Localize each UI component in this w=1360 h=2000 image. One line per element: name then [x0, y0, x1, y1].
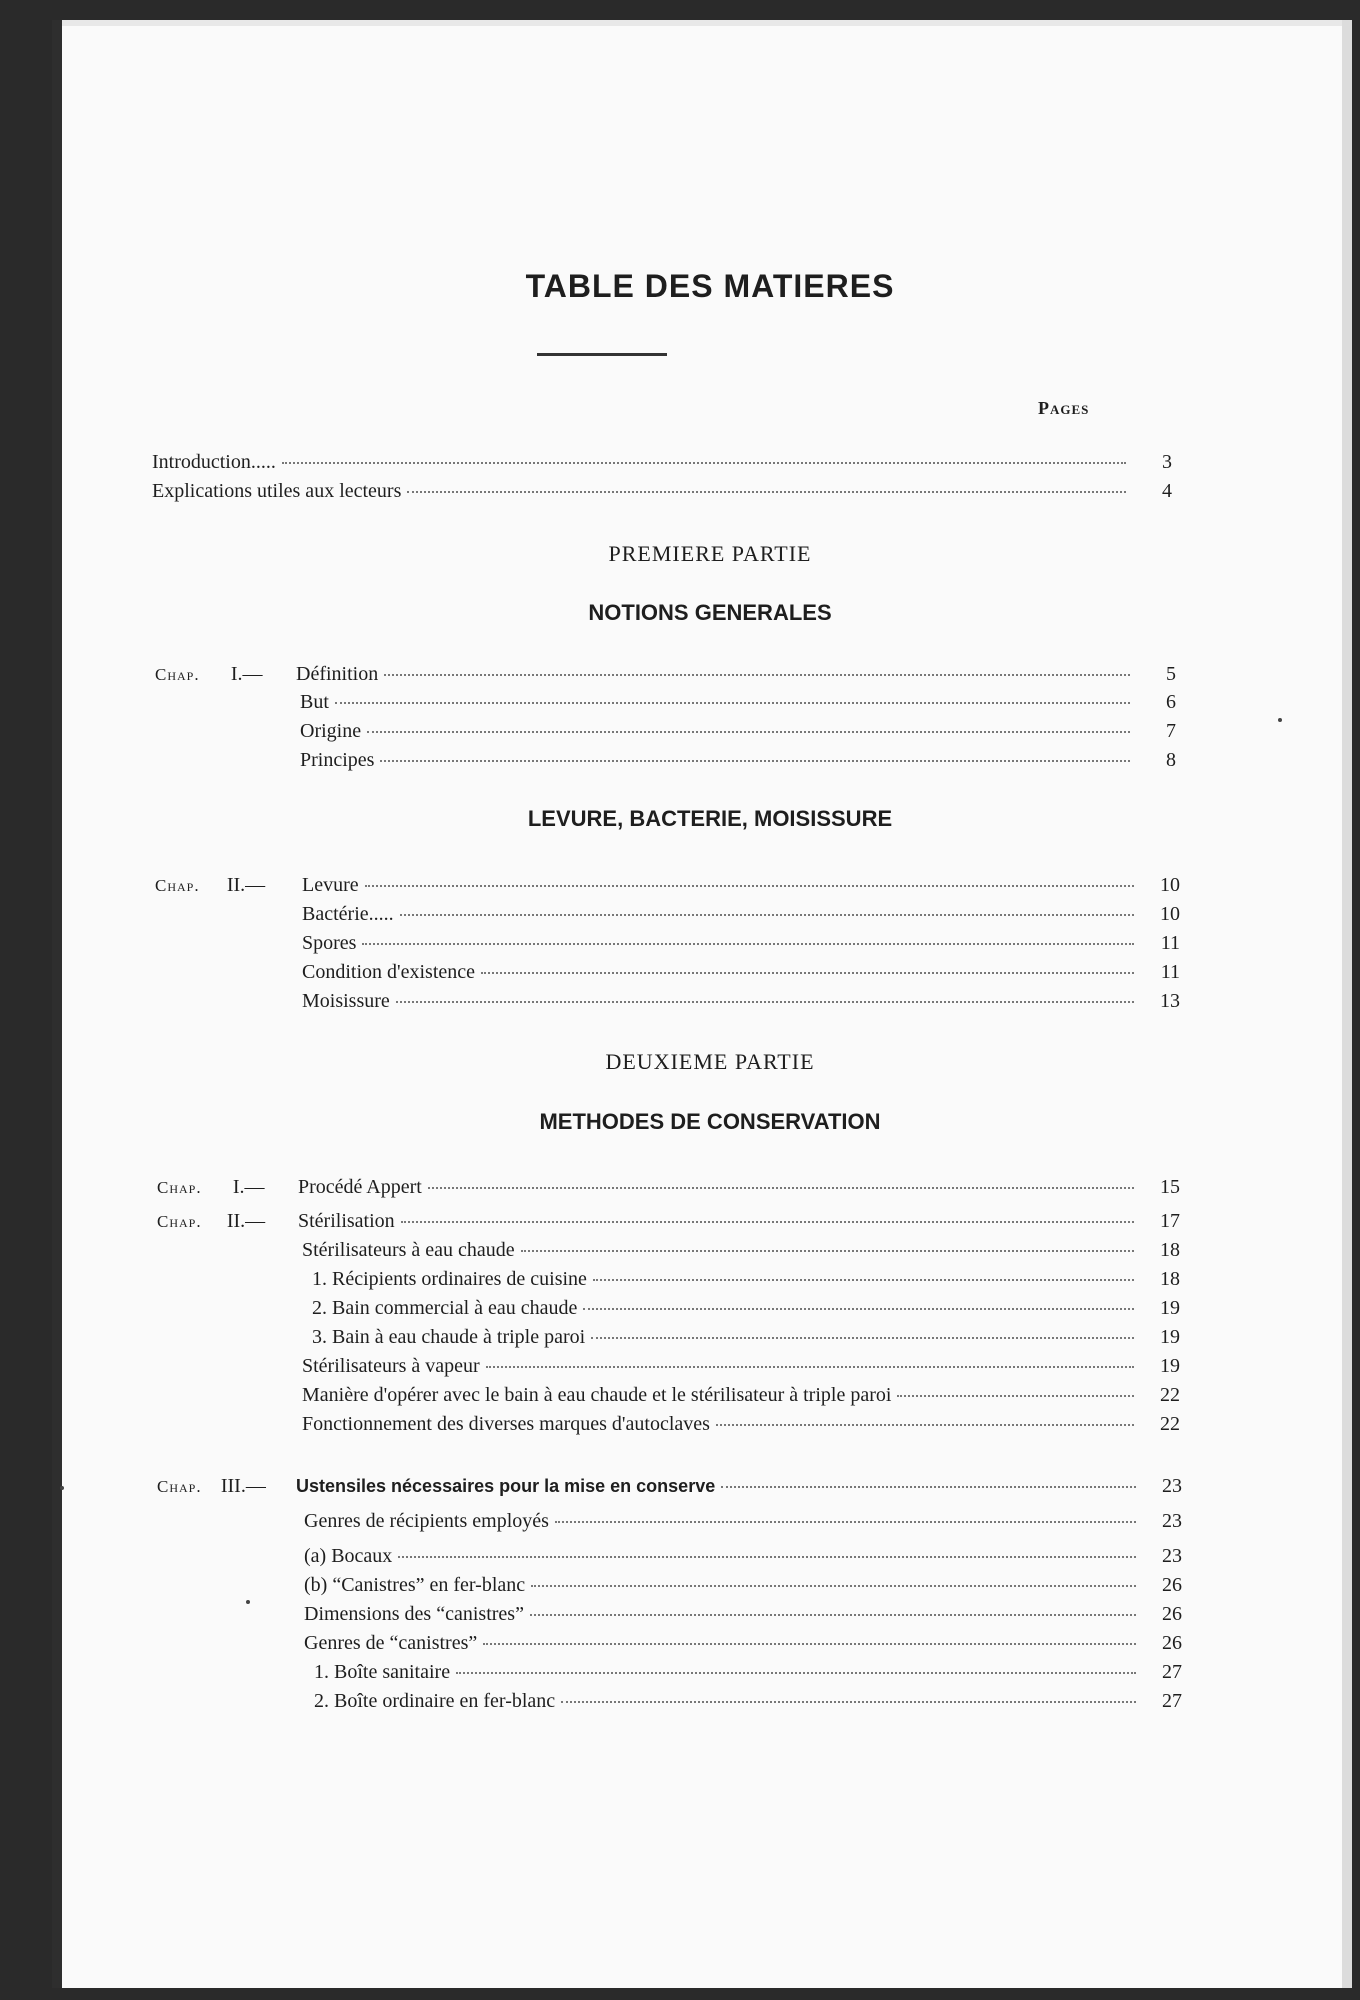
toc-entry-label: Explications utiles aux lecteurs: [152, 480, 402, 502]
toc-entry[interactable]: [296, 1474, 1182, 1498]
leader-dots: [407, 491, 1126, 493]
toc-entry[interactable]: [152, 479, 1172, 503]
part-heading: DEUXIEME PARTIE: [605, 1049, 815, 1074]
toc-entry[interactable]: [298, 1175, 1180, 1199]
toc-entry-page: 6: [1166, 691, 1176, 713]
chapter-number: I.—: [230, 663, 263, 685]
toc-entry[interactable]: [302, 1354, 1180, 1378]
toc-entry-page: 18: [1160, 1268, 1180, 1290]
scan-speck: [246, 1600, 250, 1604]
leader-dots: [282, 462, 1126, 464]
toc-entry-label: Procédé Appert: [298, 1176, 422, 1198]
toc-entry-label: Bactérie.....: [302, 903, 394, 925]
toc-entry-label: Dimensions des “canistres”: [304, 1603, 524, 1625]
toc-entry-page: 19: [1160, 1297, 1180, 1319]
chapter-word: Chap.: [157, 1477, 202, 1496]
toc-entry[interactable]: [300, 719, 1176, 743]
chapter-number: II.—: [226, 1210, 266, 1232]
scan-speck: [60, 1486, 64, 1490]
toc-entry-label: 2. Boîte ordinaire en fer-blanc: [314, 1690, 556, 1712]
leader-dots: [365, 885, 1134, 887]
toc-entry-label: Principes: [300, 749, 375, 771]
chapter-number: I.—: [232, 1176, 265, 1198]
chapter-label: [157, 1176, 265, 1199]
leader-dots: [561, 1701, 1136, 1703]
toc-entry-label: 1. Boîte sanitaire: [314, 1661, 451, 1683]
toc-entry[interactable]: [302, 1238, 1180, 1262]
chapter-label: [157, 1475, 266, 1498]
toc-entry-label: Genres de récipients employés: [304, 1510, 549, 1532]
leader-dots: [380, 760, 1130, 762]
toc-entry-page: 11: [1160, 961, 1180, 983]
toc-entry-label: Stérilisateurs à vapeur: [302, 1355, 480, 1377]
toc-entry[interactable]: [312, 1296, 1180, 1320]
toc-entry[interactable]: [314, 1689, 1182, 1713]
section-heading: NOTIONS GENERALES: [588, 600, 832, 625]
chapter-number: III.—: [220, 1475, 266, 1497]
leader-dots: [396, 1001, 1134, 1003]
toc-entry[interactable]: [302, 1383, 1180, 1407]
toc-entry[interactable]: [304, 1544, 1182, 1568]
toc-entry-page: 8: [1166, 749, 1176, 771]
toc-entry[interactable]: [302, 902, 1180, 926]
chapter-label: [155, 663, 263, 686]
toc-entry-label: 1. Récipients ordinaires de cuisine: [312, 1268, 587, 1290]
toc-entry-label: Stérilisation: [298, 1210, 395, 1232]
toc-entry-label: Levure: [302, 874, 359, 896]
leader-dots: [555, 1521, 1136, 1523]
page-title: TABLE DES MATIERES: [525, 268, 895, 304]
toc-entry-page: 10: [1160, 903, 1180, 925]
toc-entry-page: 26: [1162, 1603, 1182, 1625]
chapter-word: Chap.: [155, 665, 200, 684]
toc-entry-page: 26: [1162, 1632, 1182, 1654]
toc-entry-page: 7: [1166, 720, 1176, 742]
toc-entry-label: Origine: [300, 720, 362, 742]
leader-dots: [531, 1585, 1136, 1587]
toc-entry-page: 17: [1160, 1210, 1180, 1232]
toc-entry-page: 5: [1166, 663, 1176, 685]
part-heading: PREMIERE PARTIE: [608, 541, 812, 566]
toc-entry[interactable]: [312, 1267, 1180, 1291]
toc-entry-page: 13: [1160, 990, 1180, 1012]
leader-dots: [398, 1556, 1136, 1558]
leader-dots: [456, 1672, 1136, 1674]
chapter-label: [157, 1210, 265, 1233]
toc-entry[interactable]: [302, 960, 1180, 984]
toc-entry-page: 22: [1160, 1384, 1180, 1406]
toc-entry[interactable]: [312, 1325, 1180, 1349]
leader-dots: [362, 943, 1134, 945]
toc-entry-page: 3: [1162, 451, 1172, 473]
toc-entry[interactable]: [152, 450, 1172, 474]
toc-entry-label: Fonctionnement des diverses marques d'autoclaves: [302, 1413, 710, 1435]
chapter-label: [155, 874, 265, 897]
leader-dots: [530, 1614, 1136, 1616]
toc-entry-label: 2. Bain commercial à eau chaude: [312, 1297, 578, 1319]
leader-dots: [428, 1187, 1134, 1189]
chapter-word: Chap.: [157, 1178, 202, 1197]
toc-entry-page: 10: [1160, 874, 1180, 896]
toc-entry-label: (b) “Canistres” en fer-blanc: [304, 1574, 526, 1596]
toc-entry[interactable]: [302, 931, 1180, 955]
toc-entry[interactable]: [300, 690, 1176, 714]
toc-entry-page: 19: [1160, 1355, 1180, 1377]
leader-dots: [481, 972, 1134, 974]
leader-dots: [897, 1395, 1134, 1397]
title-rule: [537, 353, 667, 356]
toc-entry-label: Ustensiles nécessaires pour la mise en conserve: [296, 1476, 716, 1496]
toc-entry[interactable]: [314, 1660, 1182, 1684]
toc-entry-page: 11: [1160, 932, 1180, 954]
toc-entry-page: 27: [1162, 1661, 1182, 1683]
leader-dots: [521, 1250, 1134, 1252]
toc-entry-label: Condition d'existence: [302, 961, 476, 983]
leader-dots: [593, 1279, 1134, 1281]
toc-entry-label: But: [300, 691, 329, 713]
leader-dots: [721, 1486, 1136, 1488]
leader-dots: [486, 1366, 1134, 1368]
toc-entry-page: 18: [1160, 1239, 1180, 1261]
toc-entry-label: Manière d'opérer avec le bain à eau chaude et le stérilisateur à triple paroi: [302, 1384, 892, 1406]
toc-entry[interactable]: [302, 873, 1180, 897]
pages-column-header: Pages: [1038, 398, 1090, 418]
toc-entry-label: Définition: [296, 663, 379, 685]
page-top-edge: [62, 20, 1352, 26]
leader-dots: [401, 1221, 1134, 1223]
toc-entry[interactable]: [304, 1573, 1182, 1597]
leader-dots: [400, 914, 1134, 916]
toc-entry-label: Genres de “canistres”: [304, 1632, 478, 1654]
toc-entry-page: 23: [1162, 1510, 1182, 1532]
leader-dots: [335, 702, 1130, 704]
leader-dots: [483, 1643, 1136, 1645]
toc-entry-page: 4: [1162, 480, 1172, 502]
toc-entry[interactable]: [304, 1509, 1182, 1533]
toc-entry-label: Introduction.....: [152, 451, 276, 473]
toc-entry-label: Spores: [302, 932, 357, 954]
scan-speck: [1278, 718, 1282, 722]
chapter-word: Chap.: [155, 876, 200, 895]
toc-entry-page: 15: [1160, 1176, 1180, 1198]
toc-entry-label: Stérilisateurs à eau chaude: [302, 1239, 515, 1261]
toc-entry[interactable]: [304, 1631, 1182, 1655]
toc-entry[interactable]: [302, 989, 1180, 1013]
toc-entry[interactable]: [298, 1209, 1180, 1233]
leader-dots: [367, 731, 1130, 733]
toc-entry[interactable]: [296, 662, 1176, 686]
toc-entry[interactable]: [302, 1412, 1180, 1436]
chapter-number: II.—: [226, 874, 266, 896]
toc-entry-page: 19: [1160, 1326, 1180, 1348]
chapter-word: Chap.: [157, 1212, 202, 1231]
section-heading: LEVURE, BACTERIE, MOISISSURE: [527, 806, 893, 831]
section-heading: METHODES DE CONSERVATION: [539, 1109, 881, 1134]
toc-entry-page: 23: [1162, 1475, 1182, 1497]
toc-entry-page: 22: [1160, 1413, 1180, 1435]
toc-entry-page: 26: [1162, 1574, 1182, 1596]
leader-dots: [384, 674, 1130, 676]
toc-entry-label: 3. Bain à eau chaude à triple paroi: [312, 1326, 586, 1348]
toc-entry-page: 23: [1162, 1545, 1182, 1567]
toc-entry-label: Moisissure: [302, 990, 390, 1012]
leader-dots: [583, 1308, 1134, 1310]
toc-entry[interactable]: [304, 1602, 1182, 1626]
leader-dots: [591, 1337, 1134, 1339]
toc-entry-label: (a) Bocaux: [304, 1545, 393, 1567]
leader-dots: [716, 1424, 1134, 1426]
page-right-edge: [1342, 20, 1352, 1988]
toc-entry[interactable]: [300, 748, 1176, 772]
toc-entry-page: 27: [1162, 1690, 1182, 1712]
